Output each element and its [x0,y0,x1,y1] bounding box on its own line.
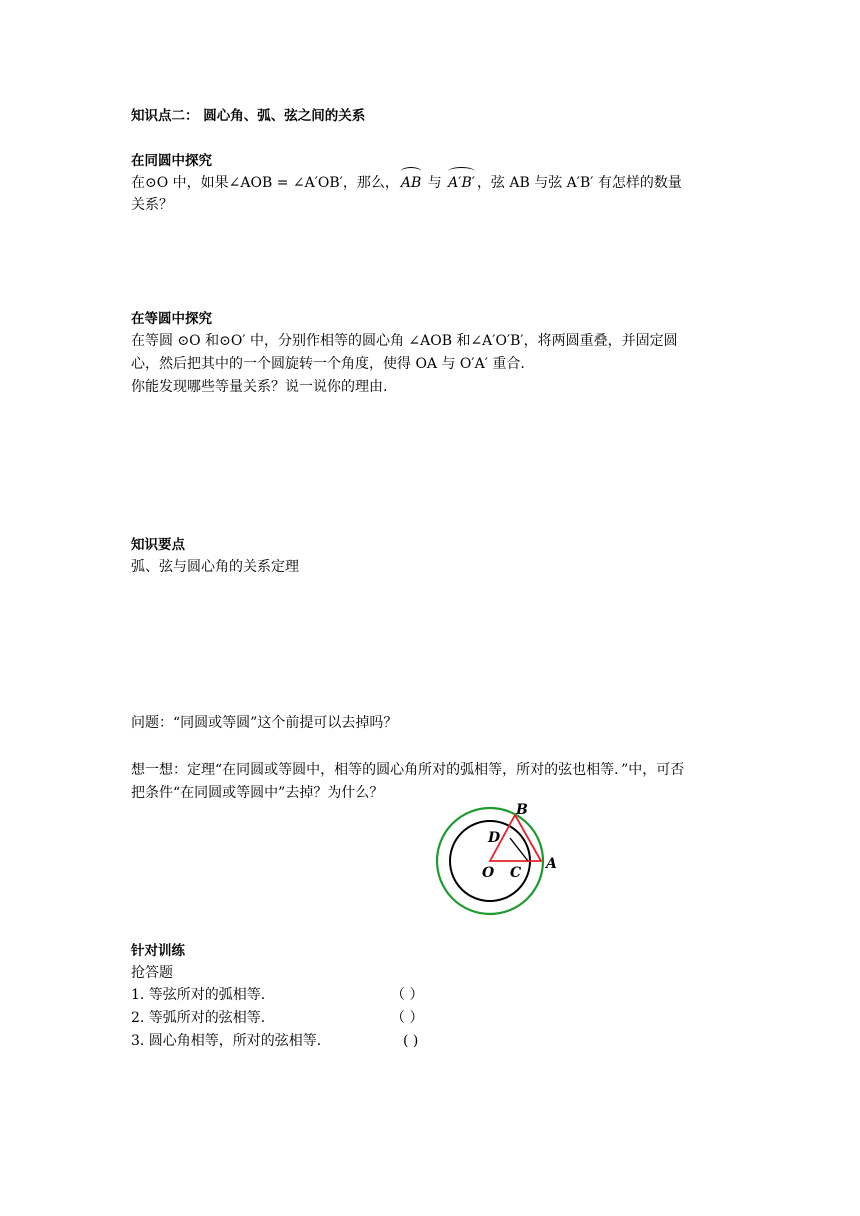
training-item-2: 2. 等弧所对的弦相等. [131,1010,266,1026]
same-circle-heading: 在同圆中探究 [131,153,212,169]
label-o: O [482,865,495,881]
label-d: D [488,830,501,846]
question-text-part1: 在⊙O 中，如果∠AOB = ∠A′OB′，那么， [131,175,399,191]
training-subheading: 抢答题 [131,965,173,981]
circle-figure [430,798,570,923]
equal-circles-heading: 在等圆中探究 [131,311,212,327]
equal-circles-line3: 你能发现哪些等量关系？说一说你的理由. [131,379,388,395]
think-line2: 把条件“在同圆或等圆中”去掉？为什么？ [131,785,384,801]
question-text: 问题：“同圆或等圆”这个前提可以去掉吗？ [131,715,398,731]
answer-blank-1[interactable]: （ ） [391,987,424,1003]
arc-a-prime-b-prime: A′B′ [448,175,475,191]
training-heading: 针对训练 [131,943,185,959]
label-c: C [510,865,522,881]
same-circle-question-line2: 关系？ [131,197,173,213]
training-item-3: 3. 圆心角相等，所对的弦相等. [131,1033,322,1049]
answer-blank-3[interactable]: ( ) [403,1033,419,1049]
question-text-part3: ，弦 AB 与弦 A′B′ 有怎样的数量 [476,175,682,191]
question-text-part2: 与 [423,175,447,191]
equal-circles-line1: 在等圆 ⊙O 和⊙O′ 中，分别作相等的圆心角 ∠AOB 和∠A′O′B′，将两圆重叠，并固定圆 [131,333,678,349]
think-line1: 想一想：定理“在同圆或等圆中，相等的圆心角所对的弧相等，所对的弦也相等．”中，可否 [131,762,685,778]
label-b: B [516,802,528,818]
arc-ab: AB [400,175,422,191]
key-points-text: 弧、弦与圆心角的关系定理 [131,559,299,575]
same-circle-question [131,173,682,193]
key-points-heading: 知识要点 [131,537,185,553]
section-title: 知识点二： 圆心角、弧、弦之间的关系 [131,108,366,124]
equal-circles-line2: 心，然后把其中的一个圆旋转一个角度，使得 OA 与 O′A′ 重合. [131,356,525,372]
label-a: A [546,856,557,872]
answer-blank-2[interactable]: （ ） [391,1010,424,1026]
training-item-1: 1. 等弦所对的弧相等. [131,987,266,1003]
